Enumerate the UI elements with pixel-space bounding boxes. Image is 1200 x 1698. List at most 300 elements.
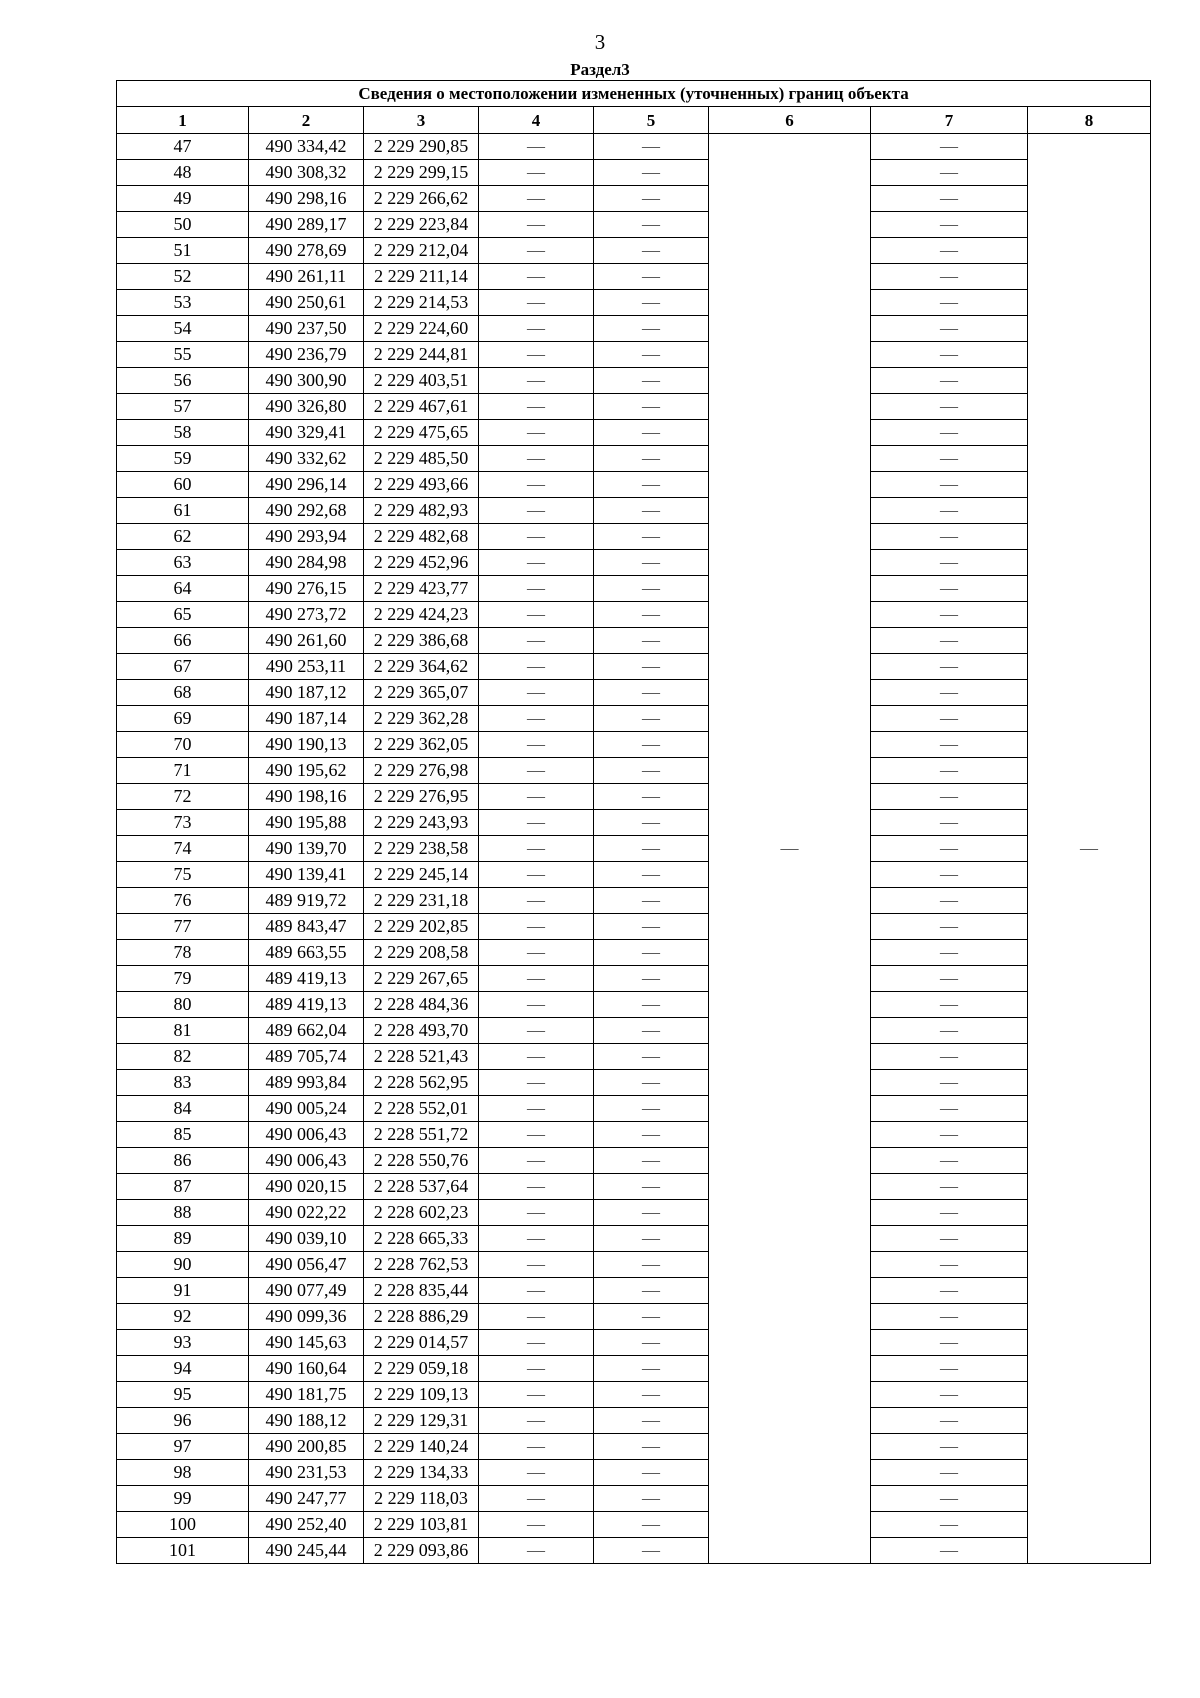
point-number: 80 <box>117 992 249 1018</box>
coordinate-x: 490 006,43 <box>249 1122 364 1148</box>
column-4-empty: — <box>479 966 594 992</box>
coordinate-x: 490 289,17 <box>249 212 364 238</box>
column-7-empty: — <box>871 1486 1028 1512</box>
coordinate-y: 2 229 403,51 <box>364 368 479 394</box>
column-4-empty: — <box>479 420 594 446</box>
column-4-empty: — <box>479 1512 594 1538</box>
column-number-7: 7 <box>871 107 1028 134</box>
coordinate-y: 2 229 109,13 <box>364 1382 479 1408</box>
column-7-empty: — <box>871 654 1028 680</box>
coordinate-x: 490 190,13 <box>249 732 364 758</box>
point-number: 86 <box>117 1148 249 1174</box>
column-4-empty: — <box>479 1304 594 1330</box>
column-4-empty: — <box>479 1382 594 1408</box>
table-row <box>117 186 1151 212</box>
column-4-empty: — <box>479 1200 594 1226</box>
column-7-empty: — <box>871 1434 1028 1460</box>
column-number-1: 1 <box>117 107 249 134</box>
column-5-empty: — <box>594 940 709 966</box>
column-4-empty: — <box>479 1096 594 1122</box>
column-7-empty: — <box>871 914 1028 940</box>
coordinate-x: 490 005,24 <box>249 1096 364 1122</box>
coordinate-x: 490 334,42 <box>249 134 364 160</box>
column-4-empty: — <box>479 576 594 602</box>
coordinate-x: 490 250,61 <box>249 290 364 316</box>
coordinate-x: 490 181,75 <box>249 1382 364 1408</box>
table-row <box>117 1252 1151 1278</box>
column-4-empty: — <box>479 1174 594 1200</box>
coordinate-y: 2 229 485,50 <box>364 446 479 472</box>
table-row <box>117 758 1151 784</box>
table-row <box>117 264 1151 290</box>
column-5-empty: — <box>594 1382 709 1408</box>
column-4-empty: — <box>479 680 594 706</box>
point-number: 50 <box>117 212 249 238</box>
coordinate-y: 2 228 493,70 <box>364 1018 479 1044</box>
column-5-empty: — <box>594 680 709 706</box>
column-4-empty: — <box>479 1226 594 1252</box>
column-7-empty: — <box>871 498 1028 524</box>
column-7-empty: — <box>871 1460 1028 1486</box>
point-number: 77 <box>117 914 249 940</box>
column-5-empty: — <box>594 1122 709 1148</box>
coordinate-y: 2 228 835,44 <box>364 1278 479 1304</box>
coordinate-x: 490 077,49 <box>249 1278 364 1304</box>
table-row <box>117 420 1151 446</box>
column-7-empty: — <box>871 1512 1028 1538</box>
coordinate-y: 2 229 276,95 <box>364 784 479 810</box>
column-5-empty: — <box>594 238 709 264</box>
coordinate-x: 489 419,13 <box>249 966 364 992</box>
coordinate-x: 490 099,36 <box>249 1304 364 1330</box>
point-number: 56 <box>117 368 249 394</box>
point-number: 48 <box>117 160 249 186</box>
coordinate-y: 2 229 223,84 <box>364 212 479 238</box>
table-row <box>117 1148 1151 1174</box>
table-row <box>117 992 1151 1018</box>
column-4-empty: — <box>479 524 594 550</box>
table-row <box>117 394 1151 420</box>
table-row <box>117 706 1151 732</box>
coordinate-x: 490 326,80 <box>249 394 364 420</box>
column-5-empty: — <box>594 1356 709 1382</box>
column-5-empty: — <box>594 1174 709 1200</box>
coordinate-x: 489 919,72 <box>249 888 364 914</box>
column-6-merged: — <box>709 134 871 1564</box>
point-number: 88 <box>117 1200 249 1226</box>
column-7-empty: — <box>871 1226 1028 1252</box>
coordinate-x: 490 195,62 <box>249 758 364 784</box>
column-4-empty: — <box>479 550 594 576</box>
column-number-6: 6 <box>709 107 871 134</box>
page-number: 3 <box>594 30 606 54</box>
point-number: 75 <box>117 862 249 888</box>
column-4-empty: — <box>479 940 594 966</box>
table-row <box>117 1356 1151 1382</box>
column-7-empty: — <box>871 446 1028 472</box>
column-7-empty: — <box>871 1070 1028 1096</box>
table-row <box>117 160 1151 186</box>
point-number: 62 <box>117 524 249 550</box>
coordinate-y: 2 229 224,60 <box>364 316 479 342</box>
table-row <box>117 1408 1151 1434</box>
coordinate-y: 2 228 762,53 <box>364 1252 479 1278</box>
column-7-empty: — <box>871 784 1028 810</box>
table-row <box>117 290 1151 316</box>
coordinate-y: 2 229 103,81 <box>364 1512 479 1538</box>
column-7-empty: — <box>871 1538 1028 1564</box>
point-number: 55 <box>117 342 249 368</box>
coordinate-y: 2 228 551,72 <box>364 1122 479 1148</box>
coordinate-y: 2 229 211,14 <box>364 264 479 290</box>
column-7-empty: — <box>871 940 1028 966</box>
coordinate-y: 2 228 665,33 <box>364 1226 479 1252</box>
point-number: 97 <box>117 1434 249 1460</box>
table-row <box>117 966 1151 992</box>
column-5-empty: — <box>594 732 709 758</box>
table-row <box>117 368 1151 394</box>
column-5-empty: — <box>594 1018 709 1044</box>
column-5-empty: — <box>594 1148 709 1174</box>
column-7-empty: — <box>871 160 1028 186</box>
point-number: 85 <box>117 1122 249 1148</box>
table-row <box>117 1174 1151 1200</box>
column-5-empty: — <box>594 498 709 524</box>
coordinate-y: 2 228 537,64 <box>364 1174 479 1200</box>
column-5-empty: — <box>594 420 709 446</box>
coordinate-x: 489 993,84 <box>249 1070 364 1096</box>
column-5-empty: — <box>594 1486 709 1512</box>
column-5-empty: — <box>594 1330 709 1356</box>
column-7-empty: — <box>871 758 1028 784</box>
column-5-empty: — <box>594 628 709 654</box>
coordinate-x: 490 298,16 <box>249 186 364 212</box>
coordinate-y: 2 229 212,04 <box>364 238 479 264</box>
point-number: 98 <box>117 1460 249 1486</box>
column-4-empty: — <box>479 1122 594 1148</box>
column-5-empty: — <box>594 134 709 160</box>
column-7-empty: — <box>871 1148 1028 1174</box>
coordinate-y: 2 229 267,65 <box>364 966 479 992</box>
column-5-empty: — <box>594 1460 709 1486</box>
column-4-empty: — <box>479 992 594 1018</box>
coordinate-x: 489 843,47 <box>249 914 364 940</box>
column-4-empty: — <box>479 628 594 654</box>
column-5-empty: — <box>594 1070 709 1096</box>
column-7-empty: — <box>871 524 1028 550</box>
column-7-empty: — <box>871 1408 1028 1434</box>
column-7-empty: — <box>871 1122 1028 1148</box>
column-number-8: 8 <box>1028 107 1151 134</box>
coordinate-y: 2 229 231,18 <box>364 888 479 914</box>
point-number: 70 <box>117 732 249 758</box>
coordinate-x: 490 006,43 <box>249 1148 364 1174</box>
point-number: 59 <box>117 446 249 472</box>
coordinate-x: 490 278,69 <box>249 238 364 264</box>
table-row <box>117 498 1151 524</box>
coordinate-y: 2 229 140,24 <box>364 1434 479 1460</box>
coordinate-y: 2 229 118,03 <box>364 1486 479 1512</box>
coordinate-x: 490 296,14 <box>249 472 364 498</box>
column-7-empty: — <box>871 342 1028 368</box>
column-7-empty: — <box>871 1252 1028 1278</box>
column-5-empty: — <box>594 1044 709 1070</box>
column-7-empty: — <box>871 1278 1028 1304</box>
coordinate-y: 2 229 452,96 <box>364 550 479 576</box>
column-4-empty: — <box>479 602 594 628</box>
coordinate-y: 2 229 134,33 <box>364 1460 479 1486</box>
coordinate-x: 490 056,47 <box>249 1252 364 1278</box>
coordinate-y: 2 229 467,61 <box>364 394 479 420</box>
point-number: 72 <box>117 784 249 810</box>
coordinate-y: 2 228 562,95 <box>364 1070 479 1096</box>
coordinate-y: 2 229 290,85 <box>364 134 479 160</box>
column-4-empty: — <box>479 1538 594 1564</box>
coordinate-x: 490 231,53 <box>249 1460 364 1486</box>
coordinate-x: 490 261,60 <box>249 628 364 654</box>
column-5-empty: — <box>594 1538 709 1564</box>
column-5-empty: — <box>594 290 709 316</box>
coordinate-y: 2 229 423,77 <box>364 576 479 602</box>
point-number: 96 <box>117 1408 249 1434</box>
coordinate-x: 490 284,98 <box>249 550 364 576</box>
column-8-merged: — <box>1028 134 1151 1564</box>
table-row <box>117 1226 1151 1252</box>
column-5-empty: — <box>594 992 709 1018</box>
coordinate-x: 490 237,50 <box>249 316 364 342</box>
table-row <box>117 576 1151 602</box>
coordinate-x: 489 663,55 <box>249 940 364 966</box>
column-4-empty: — <box>479 1460 594 1486</box>
coordinate-x: 490 139,41 <box>249 862 364 888</box>
column-7-empty: — <box>871 212 1028 238</box>
column-4-empty: — <box>479 1018 594 1044</box>
column-4-empty: — <box>479 1434 594 1460</box>
coordinate-y: 2 229 482,68 <box>364 524 479 550</box>
column-5-empty: — <box>594 1226 709 1252</box>
point-number: 92 <box>117 1304 249 1330</box>
coordinate-y: 2 229 364,62 <box>364 654 479 680</box>
coordinate-x: 490 160,64 <box>249 1356 364 1382</box>
table-row <box>117 134 1151 160</box>
coordinate-x: 489 662,04 <box>249 1018 364 1044</box>
coordinate-x: 489 419,13 <box>249 992 364 1018</box>
column-4-empty: — <box>479 290 594 316</box>
coordinate-x: 490 236,79 <box>249 342 364 368</box>
point-number: 57 <box>117 394 249 420</box>
point-number: 81 <box>117 1018 249 1044</box>
column-7-empty: — <box>871 862 1028 888</box>
column-7-empty: — <box>871 836 1028 862</box>
column-5-empty: — <box>594 810 709 836</box>
column-4-empty: — <box>479 1252 594 1278</box>
column-7-empty: — <box>871 1382 1028 1408</box>
coordinate-x: 490 022,22 <box>249 1200 364 1226</box>
column-4-empty: — <box>479 238 594 264</box>
coordinate-x: 490 139,70 <box>249 836 364 862</box>
point-number: 79 <box>117 966 249 992</box>
column-7-empty: — <box>871 186 1028 212</box>
column-7-empty: — <box>871 888 1028 914</box>
table-row <box>117 1122 1151 1148</box>
point-number: 60 <box>117 472 249 498</box>
coordinate-y: 2 229 365,07 <box>364 680 479 706</box>
column-5-empty: — <box>594 836 709 862</box>
column-7-empty: — <box>871 290 1028 316</box>
column-5-empty: — <box>594 472 709 498</box>
column-4-empty: — <box>479 1486 594 1512</box>
coordinate-x: 490 276,15 <box>249 576 364 602</box>
column-7-empty: — <box>871 316 1028 342</box>
column-7-empty: — <box>871 1018 1028 1044</box>
point-number: 51 <box>117 238 249 264</box>
point-number: 99 <box>117 1486 249 1512</box>
point-number: 54 <box>117 316 249 342</box>
point-number: 67 <box>117 654 249 680</box>
point-number: 100 <box>117 1512 249 1538</box>
point-number: 93 <box>117 1330 249 1356</box>
coordinate-y: 2 229 208,58 <box>364 940 479 966</box>
column-7-empty: — <box>871 264 1028 290</box>
column-7-empty: — <box>871 368 1028 394</box>
table-row <box>117 810 1151 836</box>
table-body <box>117 134 1151 1564</box>
column-4-empty: — <box>479 186 594 212</box>
column-4-empty: — <box>479 342 594 368</box>
column-5-empty: — <box>594 1434 709 1460</box>
column-5-empty: — <box>594 550 709 576</box>
table-row <box>117 1304 1151 1330</box>
point-number: 84 <box>117 1096 249 1122</box>
coordinate-x: 490 252,40 <box>249 1512 364 1538</box>
table-row <box>117 1200 1151 1226</box>
column-7-empty: — <box>871 1330 1028 1356</box>
column-4-empty: — <box>479 810 594 836</box>
coordinate-y: 2 229 238,58 <box>364 836 479 862</box>
coordinate-x: 490 247,77 <box>249 1486 364 1512</box>
point-number: 53 <box>117 290 249 316</box>
column-7-empty: — <box>871 628 1028 654</box>
coordinate-y: 2 229 093,86 <box>364 1538 479 1564</box>
column-5-empty: — <box>594 862 709 888</box>
column-4-empty: — <box>479 1148 594 1174</box>
column-4-empty: — <box>479 498 594 524</box>
table-row <box>117 1096 1151 1122</box>
point-number: 91 <box>117 1278 249 1304</box>
column-7-empty: — <box>871 420 1028 446</box>
coordinate-x: 490 200,85 <box>249 1434 364 1460</box>
column-4-empty: — <box>479 1070 594 1096</box>
column-5-empty: — <box>594 446 709 472</box>
column-7-empty: — <box>871 1044 1028 1070</box>
coordinate-y: 2 228 602,23 <box>364 1200 479 1226</box>
point-number: 83 <box>117 1070 249 1096</box>
column-5-empty: — <box>594 212 709 238</box>
column-4-empty: — <box>479 784 594 810</box>
coordinate-y: 2 229 243,93 <box>364 810 479 836</box>
column-7-empty: — <box>871 992 1028 1018</box>
column-4-empty: — <box>479 836 594 862</box>
coordinate-y: 2 229 276,98 <box>364 758 479 784</box>
column-5-empty: — <box>594 706 709 732</box>
column-7-empty: — <box>871 732 1028 758</box>
coordinate-y: 2 229 129,31 <box>364 1408 479 1434</box>
point-number: 89 <box>117 1226 249 1252</box>
coordinate-y: 2 228 521,43 <box>364 1044 479 1070</box>
column-4-empty: — <box>479 394 594 420</box>
column-number-4: 4 <box>479 107 594 134</box>
column-number-2: 2 <box>249 107 364 134</box>
column-4-empty: — <box>479 914 594 940</box>
column-7-empty: — <box>871 576 1028 602</box>
coordinate-x: 490 292,68 <box>249 498 364 524</box>
coordinate-y: 2 229 475,65 <box>364 420 479 446</box>
table-row <box>117 1278 1151 1304</box>
column-5-empty: — <box>594 342 709 368</box>
column-5-empty: — <box>594 524 709 550</box>
coordinate-y: 2 229 244,81 <box>364 342 479 368</box>
column-4-empty: — <box>479 368 594 394</box>
point-number: 90 <box>117 1252 249 1278</box>
table-row <box>117 654 1151 680</box>
column-5-empty: — <box>594 316 709 342</box>
column-5-empty: — <box>594 1304 709 1330</box>
table-row <box>117 1538 1151 1564</box>
column-5-empty: — <box>594 784 709 810</box>
column-4-empty: — <box>479 654 594 680</box>
table-row <box>117 1460 1151 1486</box>
coordinate-x: 490 300,90 <box>249 368 364 394</box>
point-number: 47 <box>117 134 249 160</box>
table-row <box>117 1512 1151 1538</box>
point-number: 58 <box>117 420 249 446</box>
table-row <box>117 1018 1151 1044</box>
column-7-empty: — <box>871 134 1028 160</box>
column-5-empty: — <box>594 1512 709 1538</box>
coordinate-y: 2 229 362,05 <box>364 732 479 758</box>
column-5-empty: — <box>594 966 709 992</box>
point-number: 64 <box>117 576 249 602</box>
point-number: 87 <box>117 1174 249 1200</box>
table-row <box>117 1486 1151 1512</box>
column-number-3: 3 <box>364 107 479 134</box>
coordinate-x: 490 039,10 <box>249 1226 364 1252</box>
point-number: 71 <box>117 758 249 784</box>
column-5-empty: — <box>594 264 709 290</box>
coordinate-x: 490 293,94 <box>249 524 364 550</box>
table-row <box>117 888 1151 914</box>
coordinate-x: 490 020,15 <box>249 1174 364 1200</box>
table-row <box>117 1330 1151 1356</box>
column-5-empty: — <box>594 602 709 628</box>
column-4-empty: — <box>479 134 594 160</box>
table-row <box>117 342 1151 368</box>
point-number: 69 <box>117 706 249 732</box>
coordinate-y: 2 229 214,53 <box>364 290 479 316</box>
column-5-empty: — <box>594 914 709 940</box>
column-5-empty: — <box>594 888 709 914</box>
coordinate-x: 490 245,44 <box>249 1538 364 1564</box>
column-5-empty: — <box>594 160 709 186</box>
column-5-empty: — <box>594 394 709 420</box>
column-4-empty: — <box>479 706 594 732</box>
coordinate-y: 2 228 552,01 <box>364 1096 479 1122</box>
column-7-empty: — <box>871 238 1028 264</box>
column-4-empty: — <box>479 862 594 888</box>
column-number-5: 5 <box>594 107 709 134</box>
table-row <box>117 628 1151 654</box>
coordinate-x: 490 195,88 <box>249 810 364 836</box>
